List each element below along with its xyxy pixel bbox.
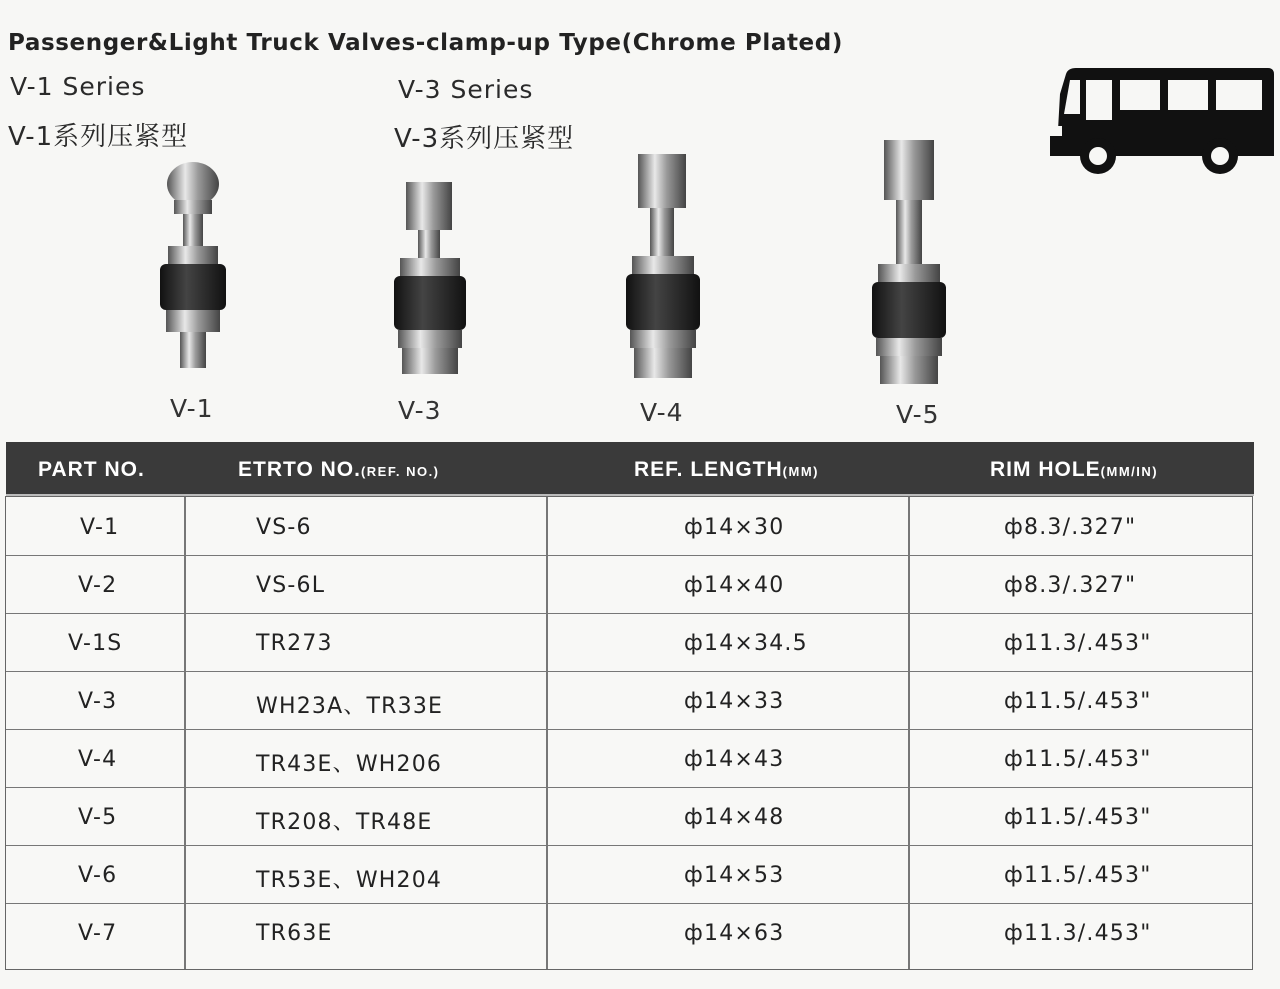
table-row bbox=[6, 903, 1252, 961]
series-v1-label: V-1 Series bbox=[10, 72, 146, 101]
cell-ref-length: ф14×48 bbox=[684, 805, 785, 830]
valve-image-v5 bbox=[870, 138, 950, 388]
series-v3-cn-label: V-3系列压紧型 bbox=[394, 124, 575, 154]
spec-table bbox=[5, 496, 1253, 970]
cell-etrto-no: TR63E bbox=[256, 921, 333, 946]
product-label-v4: V-4 bbox=[640, 398, 684, 427]
bus-icon bbox=[1046, 64, 1278, 176]
table-row bbox=[6, 497, 1252, 556]
table-row bbox=[6, 555, 1252, 614]
cell-rim-hole: ф11.3/.453" bbox=[1004, 921, 1152, 946]
cell-etrto-no: TR273 bbox=[256, 631, 333, 656]
cell-part-no: V-7 bbox=[78, 921, 118, 946]
header-etrto-no: ETRTO NO.(REF. NO.) bbox=[238, 458, 440, 481]
cell-etrto-no: TR208、TR48E bbox=[256, 810, 433, 835]
product-label-v5: V-5 bbox=[896, 400, 940, 429]
cell-part-no: V-1S bbox=[68, 631, 123, 656]
table-row bbox=[6, 729, 1252, 788]
cell-part-no: V-4 bbox=[78, 747, 118, 772]
valve-image-v1 bbox=[150, 160, 236, 370]
series-v3-label: V-3 Series bbox=[398, 75, 534, 104]
cell-part-no: V-1 bbox=[80, 515, 120, 540]
cell-ref-length: ф14×40 bbox=[684, 573, 785, 598]
cell-rim-hole: ф11.5/.453" bbox=[1004, 805, 1152, 830]
table-row bbox=[6, 787, 1252, 846]
cell-ref-length: ф14×33 bbox=[684, 689, 785, 714]
cell-part-no: V-6 bbox=[78, 863, 118, 888]
cell-rim-hole: ф8.3/.327" bbox=[1004, 573, 1137, 598]
header-rim-hole: RIM HOLE(MM/IN) bbox=[990, 458, 1159, 481]
cell-part-no: V-5 bbox=[78, 805, 118, 830]
cell-ref-length: ф14×30 bbox=[684, 515, 785, 540]
table-header bbox=[6, 442, 1254, 494]
cell-part-no: V-2 bbox=[78, 573, 118, 598]
cell-ref-length: ф14×43 bbox=[684, 747, 785, 772]
cell-rim-hole: ф8.3/.327" bbox=[1004, 515, 1137, 540]
table-row bbox=[6, 845, 1252, 904]
cell-ref-length: ф14×53 bbox=[684, 863, 785, 888]
cell-etrto-no: VS-6L bbox=[256, 573, 326, 598]
cell-rim-hole: ф11.3/.453" bbox=[1004, 631, 1152, 656]
cell-ref-length: ф14×34.5 bbox=[684, 631, 808, 656]
cell-etrto-no: TR43E、WH206 bbox=[256, 752, 443, 777]
cell-etrto-no: TR53E、WH204 bbox=[256, 868, 443, 893]
header-part-no: PART NO. bbox=[38, 458, 145, 481]
table-row bbox=[6, 671, 1252, 730]
cell-ref-length: ф14×63 bbox=[684, 921, 785, 946]
page-title: Passenger&Light Truck Valves-clamp-up Type(Chrome Plated) bbox=[8, 30, 843, 56]
cell-etrto-no: WH23A、TR33E bbox=[256, 694, 444, 719]
cell-rim-hole: ф11.5/.453" bbox=[1004, 689, 1152, 714]
series-v1-cn-label: V-1系列压紧型 bbox=[8, 122, 189, 152]
cell-part-no: V-3 bbox=[78, 689, 118, 714]
cell-rim-hole: ф11.5/.453" bbox=[1004, 863, 1152, 888]
cell-rim-hole: ф11.5/.453" bbox=[1004, 747, 1152, 772]
table-row bbox=[6, 613, 1252, 672]
product-label-v1: V-1 bbox=[170, 394, 214, 423]
valve-image-v3 bbox=[390, 178, 470, 378]
valve-image-v4 bbox=[624, 152, 704, 382]
cell-etrto-no: VS-6 bbox=[256, 515, 312, 540]
header-ref-length: REF. LENGTH(MM) bbox=[634, 458, 819, 481]
product-label-v3: V-3 bbox=[398, 396, 442, 425]
